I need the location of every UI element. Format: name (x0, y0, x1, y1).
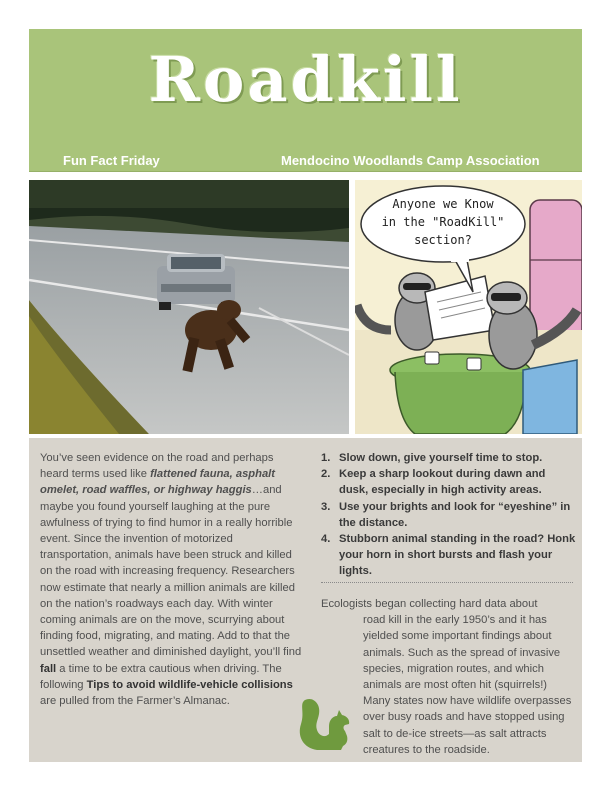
ecology-first-line: Ecologists began collecting hard data about (321, 598, 538, 610)
speech-line-3: section? (414, 233, 472, 247)
tip-number: 1. (321, 452, 331, 464)
page-title: Roadkill (148, 43, 463, 116)
intro-tips-phrase: Tips to avoid wildlife-vehicle collisions (86, 678, 293, 691)
tip-text: Slow down, give yourself time to stop. (339, 452, 543, 464)
intro-text-3: a time to be extra cautious when driving. The following (40, 662, 282, 691)
bear-road-illustration (29, 180, 349, 434)
tip-number: 2. (321, 468, 331, 481)
squirrel-icon (295, 696, 357, 754)
cartoon-illustration (355, 180, 582, 434)
speech-line-1: Anyone we Know (392, 197, 494, 211)
tip-item (321, 531, 576, 580)
intro-slang-terms: flattened fauna, asphalt omelet, road waffles, or highway haggis (40, 468, 276, 497)
article-panel (29, 438, 582, 762)
fun-fact-label: Fun Fact Friday (63, 153, 160, 168)
tip-item (321, 450, 576, 466)
speech-line-2: in the "RoadKill" (381, 215, 505, 229)
tip-text: Use your brights and look for “eyeshine” in the distance. (339, 500, 571, 529)
intro-text-1: You’ve seen evidence on the road and perhaps heard terms used like (40, 452, 274, 481)
tips-list (321, 450, 576, 580)
tip-number: 4. (321, 533, 331, 546)
association-label: Mendocino Woodlands Camp Association (281, 153, 540, 168)
tip-text: Stubborn animal standing in the road? Honk your horn in short bursts and flash your lights. (339, 533, 576, 578)
tip-item (321, 499, 576, 531)
intro-text-4: are pulled from the Farmer’s Almanac. (40, 695, 230, 708)
bear-road-photo (29, 180, 349, 434)
raccoon-cartoon (355, 180, 582, 434)
tip-text: Keep a sharp lookout during dawn and dusk, especially in high activity areas. (339, 468, 546, 497)
tip-item (321, 466, 576, 498)
header-banner (29, 29, 582, 172)
intro-fall-word: fall (40, 662, 57, 675)
ecology-rest: road kill in the early 1950’s and it has yielded some important findings about animals. Such as the spread of invasive species, migration routes, and which animals are most often hit (squirrels!) Many states now have wildlife overpasses over busy roads and have stopped using salt to de-ice streets—as salt attracts creatures to the roadside. (363, 614, 572, 756)
tip-number: 3. (321, 500, 331, 513)
ecology-paragraph (321, 596, 576, 758)
dotted-divider (321, 582, 573, 583)
intro-text-2: …and maybe you found yourself laughing at the pure awfulness of trying to find humor in a really horrible event. Since the invention of motorized transportation, animals have been struck and killed on the road with increasing frequency. Researchers now estimate that nearly a million animals are killed on the nation’s roadways each day. With winter coming animals are on the move, scurrying about finding food, migrating, and mating. Add to that the unsettled weather and diminished daylight, you’ll find (40, 484, 302, 659)
intro-paragraph (40, 450, 305, 709)
